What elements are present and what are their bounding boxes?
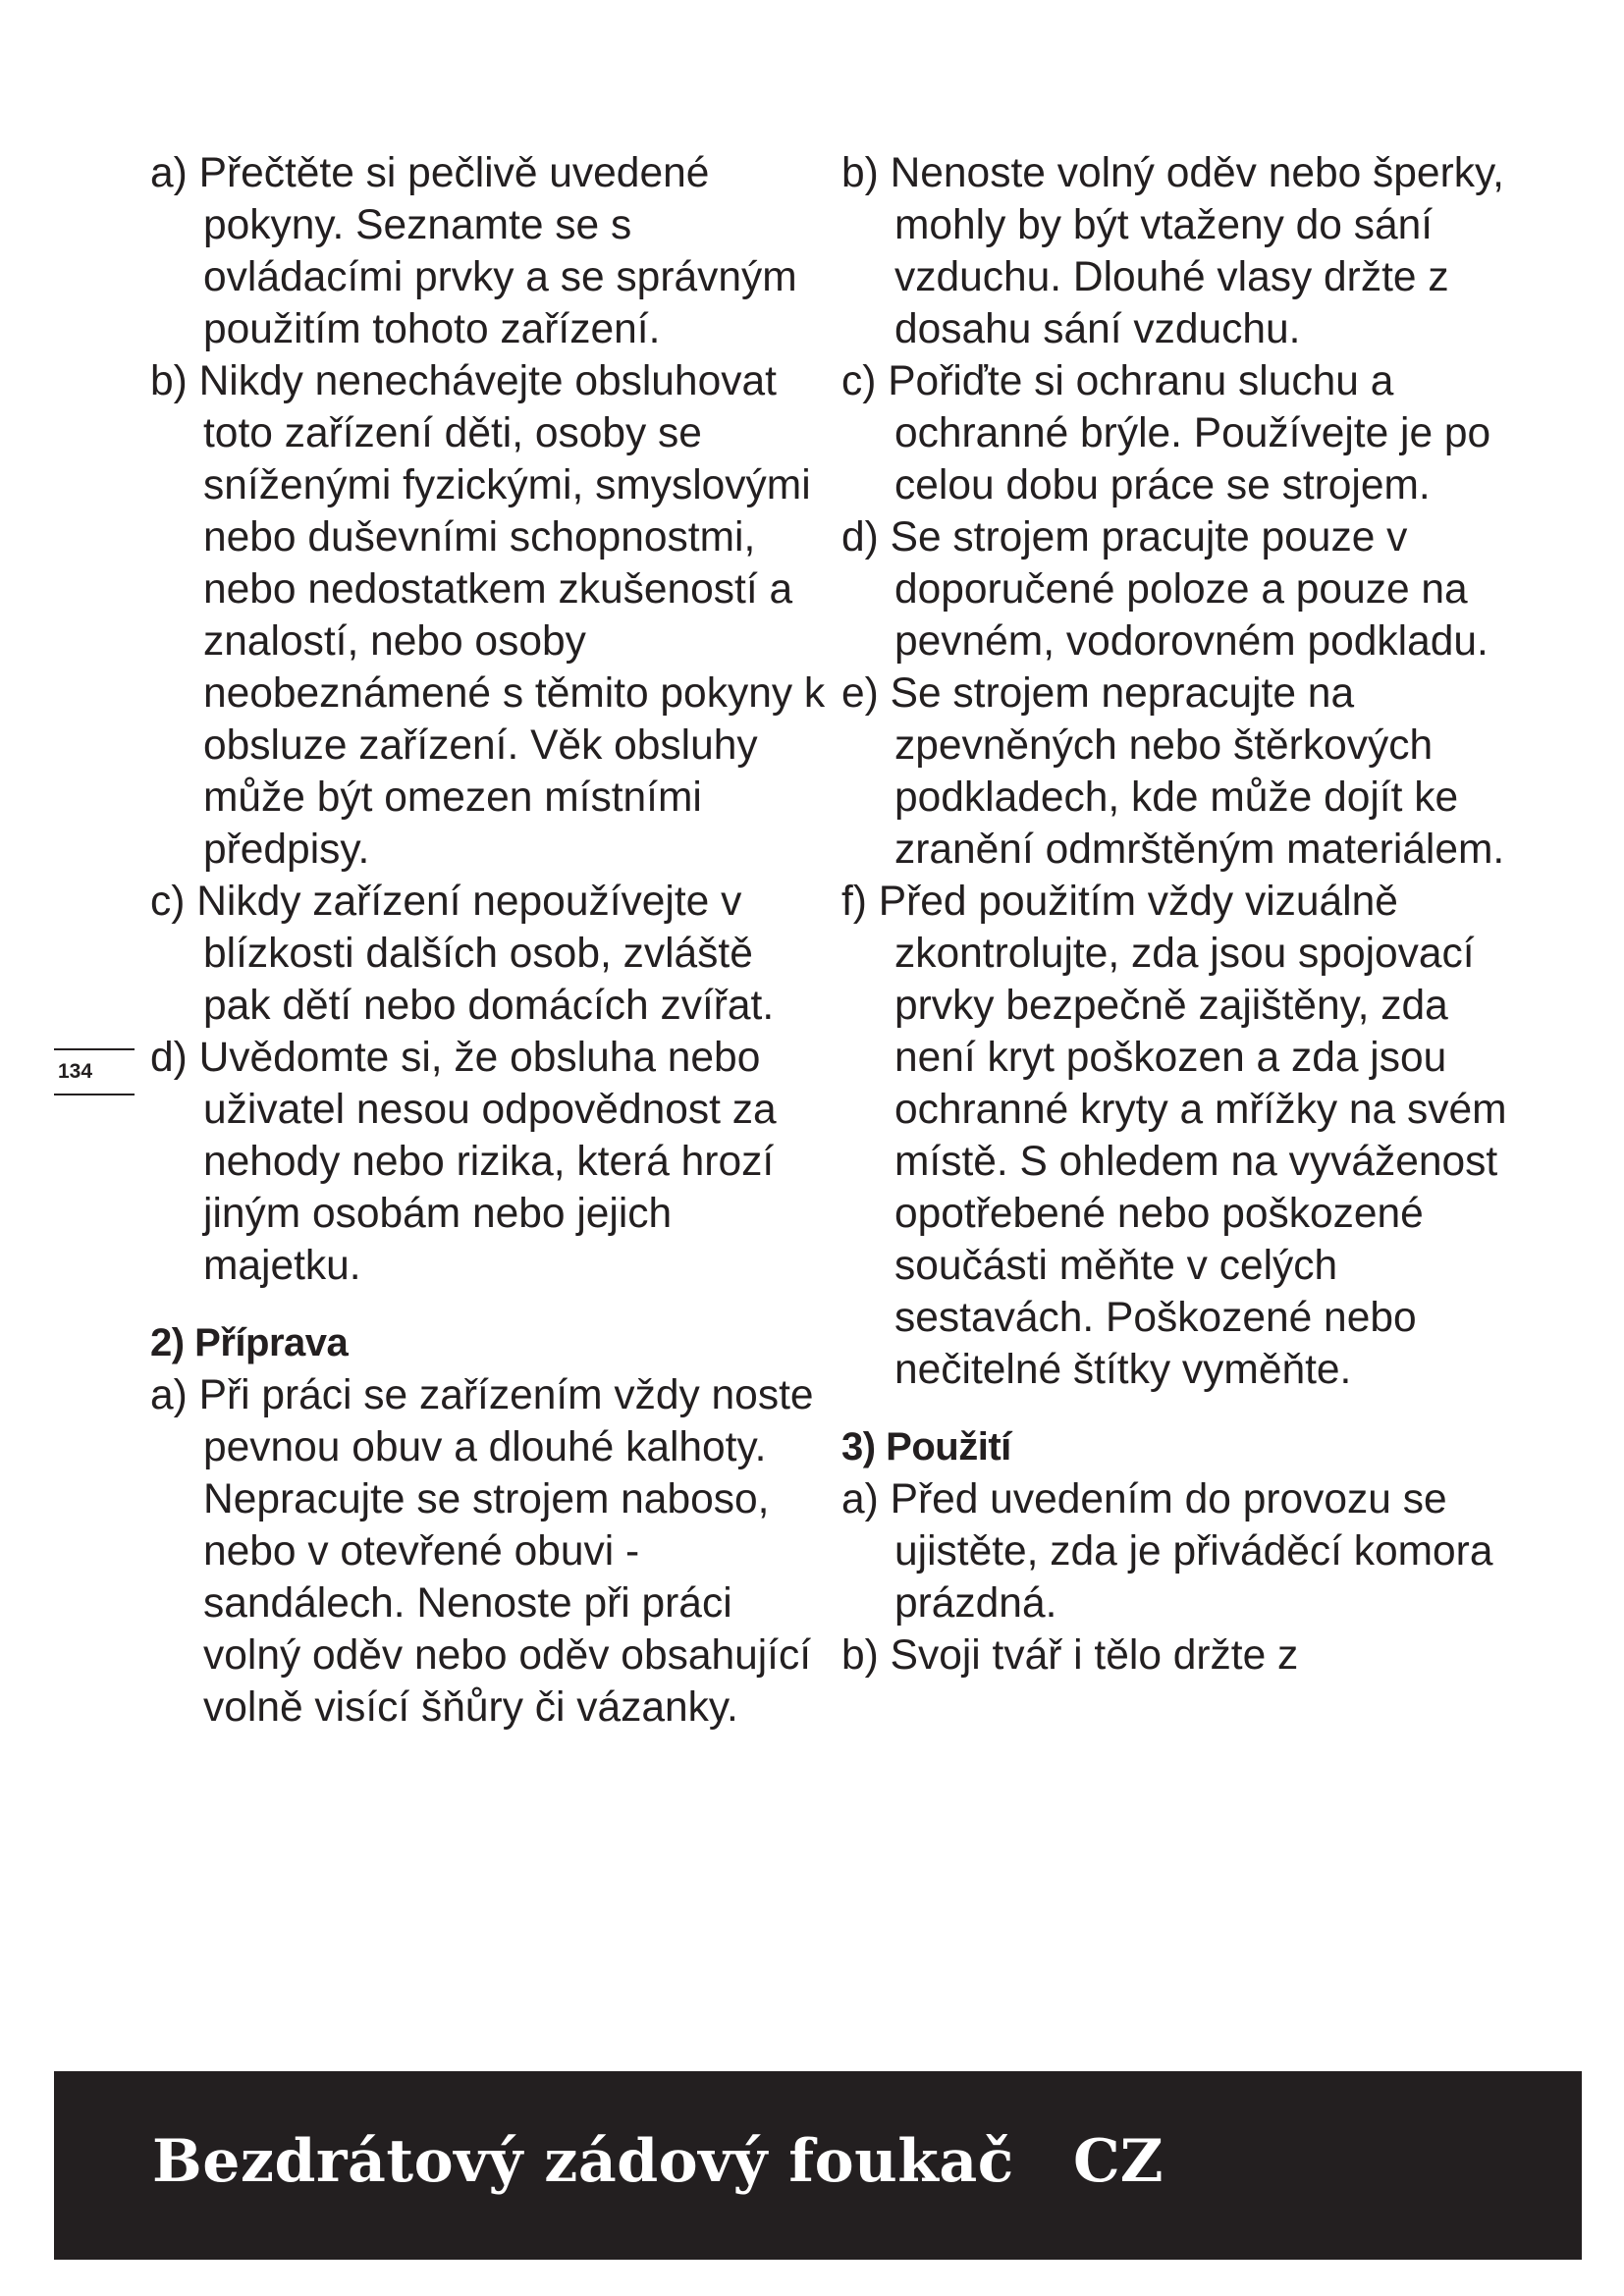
page-number-block <box>54 1048 135 1095</box>
list-item: a) Před uvedením do provozu se ujistěte, zda je přiváděcí komora prázdná. <box>841 1476 1493 1627</box>
list-item: c) Nikdy zařízení nepoužívejte v blízkosti dalších osob, zvláště pak dětí nebo domácích zvířat. <box>150 879 775 1029</box>
list-item: d) Uvědomte si, že obsluha nebo uživatel nesou odpovědnost za nehody nebo rizika, která hrozí jiným osobám nebo jejich majetku. <box>150 1035 777 1289</box>
list-item: c) Pořiďte si ochranu sluchu a ochranné brýle. Používejte je po celou dobu práce se strojem. <box>841 358 1491 508</box>
right-column <box>841 147 1529 1682</box>
list-item: f) Před použitím vždy vizuálně zkontrolujte, zda jsou spojovací prvky bezpečně zajištěny, zda není kryt poškozen a zda jsou ochranné kryty a mřížky na svém místě. S ohledem na vyváženost opotřebené nebo poškozené součásti měňte v celých sestavách. Poškozené nebo nečitelné štítky vyměňte. <box>841 879 1507 1393</box>
list-item: b) Nikdy nenechávejte obsluhovat toto zařízení děti, osoby se sníženými fyzickými, smyslovými nebo duševními schopnostmi, nebo nedostatkem zkušeností a znalostí, nebo osoby neobeznámené s těmito pokyny k obsluze zařízení. Věk obsluhy může být omezen místními předpisy. <box>150 358 826 873</box>
left-column <box>150 147 828 1734</box>
list-item: e) Se strojem nepracujte na zpevněných nebo štěrkových podkladech, kde může dojít ke zranění odmrštěným materiálem. <box>841 670 1505 873</box>
list-item: d) Se strojem pracujte pouze v doporučené poloze a pouze na pevném, vodorovném podkladu. <box>841 514 1489 665</box>
footer-title: Bezdrátový zádový foukač <box>152 2127 1014 2196</box>
list-item: a) Při práci se zařízením vždy noste pevnou obuv a dlouhé kalhoty. Nepracujte se strojem naboso, nebo v otevřené obuvi - sandálech. Nenoste při práci volný oděv nebo oděv obsahující volně visící šňůry či vázanky. <box>150 1372 814 1731</box>
footer-bar <box>54 2071 1582 2260</box>
list-item: b) Nenoste volný oděv nebo šperky, mohly by být vtaženy do sání vzduchu. Dlouhé vlasy držte z dosahu sání vzduchu. <box>841 150 1504 352</box>
list-item: a) Přečtěte si pečlivě uvedené pokyny. Seznamte se s ovládacími prvky a se správným použitím tohoto zařízení. <box>150 150 797 352</box>
list-item: b) Svoji tvář i tělo držte z <box>841 1632 1299 1679</box>
divider <box>54 1094 135 1095</box>
language-code: CZ <box>1073 2127 1164 2196</box>
page-number: 134 <box>58 1060 93 1083</box>
section-heading-preparation: 2) Příprava <box>150 1321 349 1364</box>
section-heading-use: 3) Použití <box>841 1425 1011 1468</box>
